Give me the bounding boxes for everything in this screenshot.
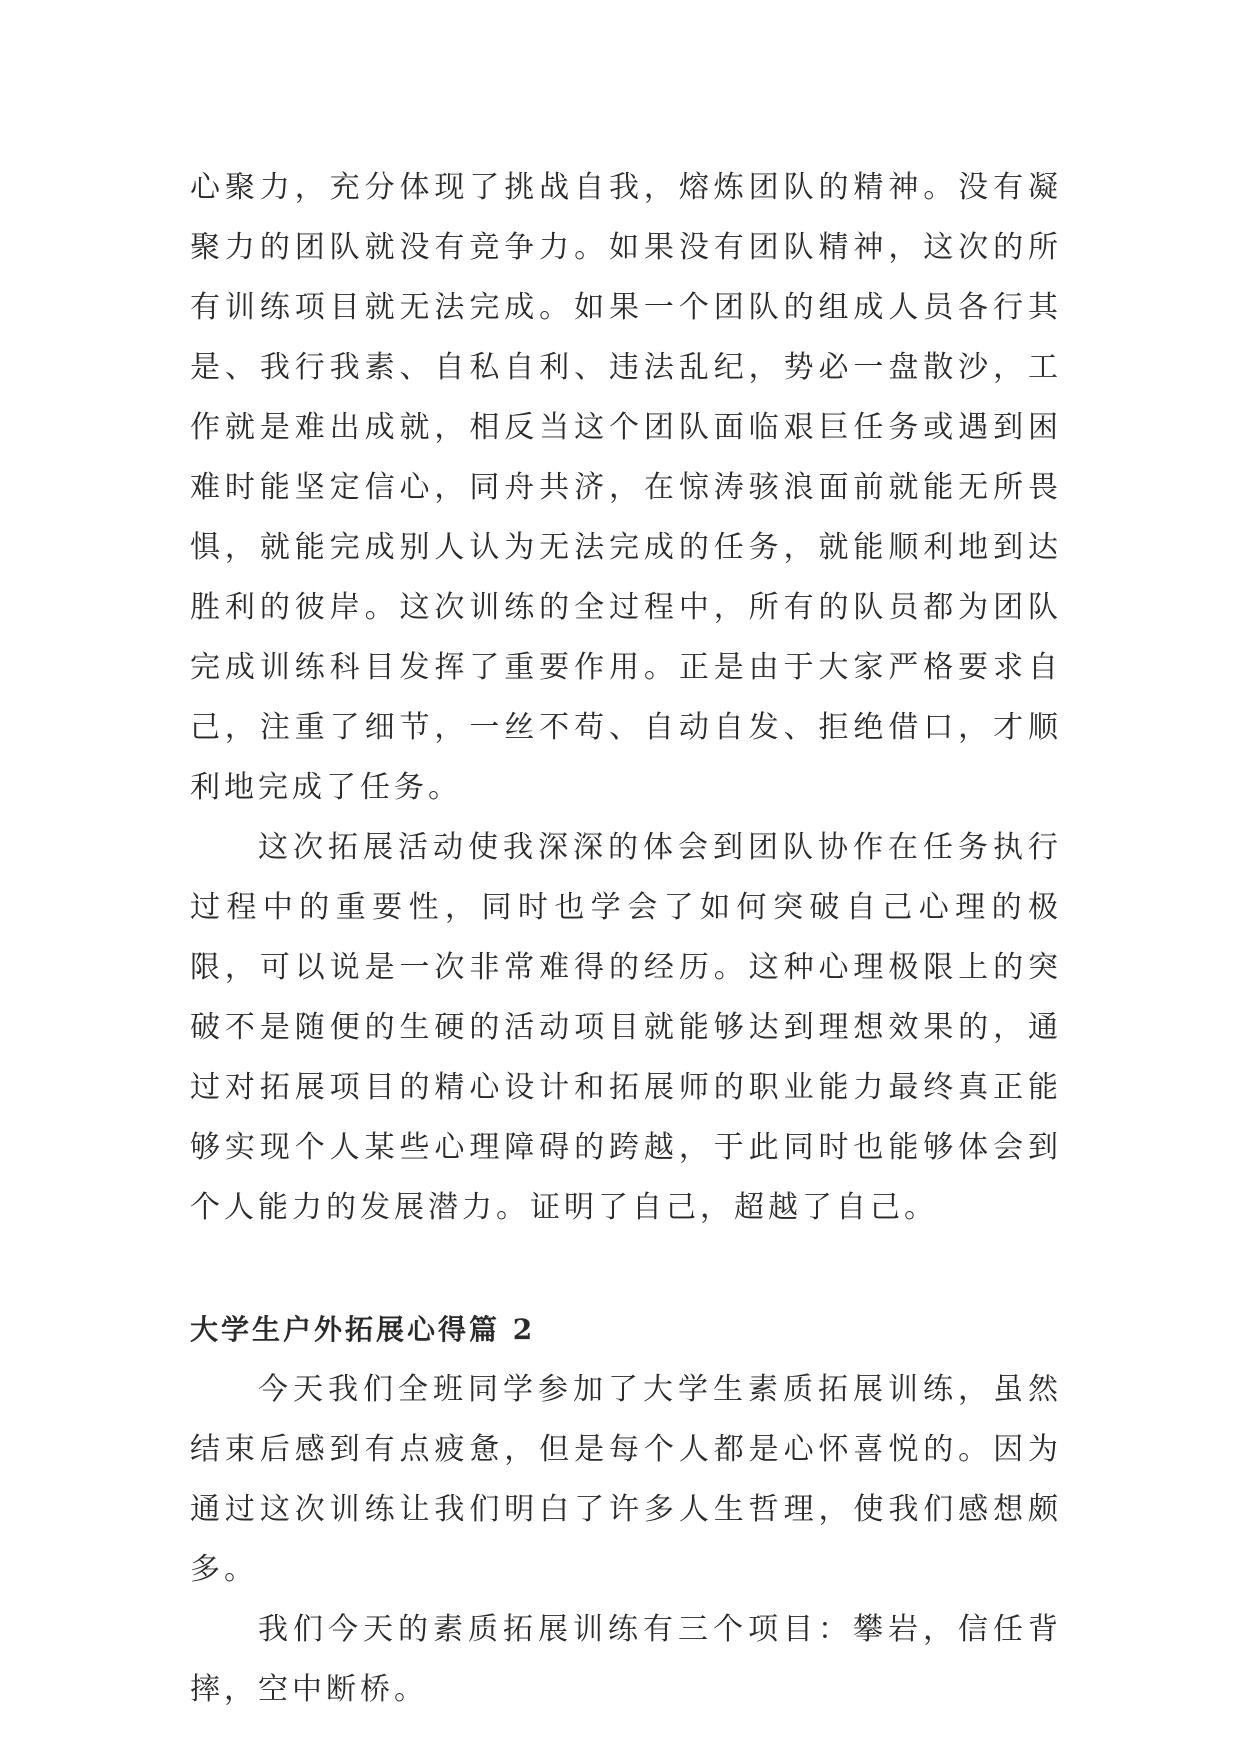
paragraph-continued: 心聚力，充分体现了挑战自我，熔炼团队的精神。没有凝聚力的团队就没有竞争力。如果没有团队精神，这次的所有训练项目就无法完成。如果一个团队的组成人员各行其是、我行我素、自私自利、违法乱纪，势必一盘散沙，工作就是难出成就，相反当这个团队面临艰巨任务或遇到困难时能坚定信心，同舟共济，在惊涛骇浪面前就能无所畏惧，就能完成别人认为无法完成的任务，就能顺利地到达胜利的彼岸。这次训练的全过程中，所有的队员都为团队完成训练科目发挥了重要作用。正是由于大家严格要求自己，注重了细节，一丝不苟、自动自发、拒绝借口，才顺利地完成了任务。 xyxy=(190,170,1062,805)
section-title: 大学生户外拓展心得篇 2 xyxy=(190,1313,536,1346)
paragraph: 我们今天的素质拓展训练有三个项目：攀岩，信任背摔，空中断桥。 xyxy=(190,1612,1062,1707)
paragraph: 今天我们全班同学参加了大学生素质拓展训练，虽然结束后感到有点疲惫，但是每个人都是心怀喜悦的。因为通过这次训练让我们明白了许多人生哲理，使我们感想颇多。 xyxy=(190,1372,1062,1587)
paragraph: 这次拓展活动使我深深的体会到团队协作在任务执行过程中的重要性，同时也学会了如何突破自己心理的极限，可以说是一次非常难得的经历。这种心理极限上的突破不是随便的生硬的活动项目就能够达到理想效果的，通过对拓展项目的精心设计和拓展师的职业能力最终真正能够实现个人某些心理障碍的跨越，于此同时也能够体会到个人能力的发展潜力。证明了自己，超越了自己。 xyxy=(190,830,1062,1225)
document-body xyxy=(190,158,1062,1720)
